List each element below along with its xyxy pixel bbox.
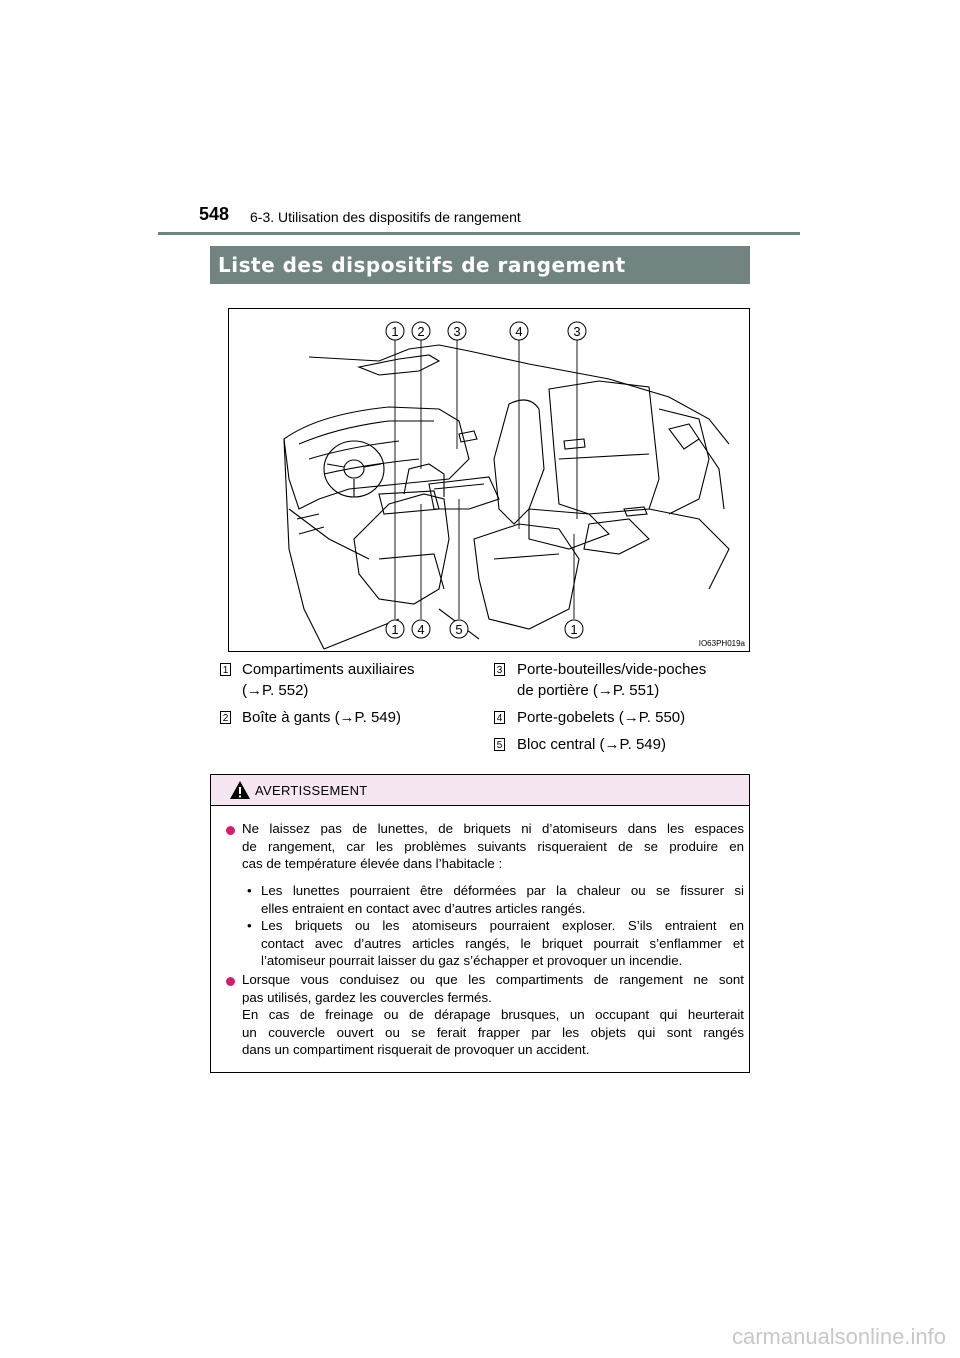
- callout-circle: [568, 322, 586, 340]
- callout-number: 1: [391, 622, 399, 637]
- bullet-icon: [226, 977, 235, 986]
- callout-number: 3: [453, 324, 461, 339]
- legend-number: 2: [220, 711, 231, 724]
- warning-line: Les briquets ou les atomiseurs pourraient exploser. S’ils entraient en: [261, 918, 744, 933]
- warning-line: dans un compartiment risquerait de provoquer un accident.: [242, 1042, 590, 1057]
- warning-title: AVERTISSEMENT: [255, 783, 368, 798]
- header-rule: [158, 232, 800, 235]
- callout-number: 3: [573, 324, 581, 339]
- legend-text: Bloc central (→P. 549): [517, 736, 666, 753]
- callout-number: 4: [417, 622, 425, 637]
- legend-item: [517, 734, 666, 755]
- callout-number: 4: [515, 324, 523, 339]
- page-number: 548: [199, 204, 230, 224]
- legend-number: 4: [494, 711, 505, 724]
- warning-line: pas utilisés, gardez les couvercles fermés.: [242, 989, 492, 1005]
- footer-watermark: carmanualsonline.info: [731, 1324, 946, 1349]
- callouts-top: [386, 322, 586, 340]
- callout-circle: [386, 322, 404, 340]
- warning-line: En cas de freinage ou de dérapage brusques, un occupant qui heurterait: [242, 1007, 744, 1022]
- callout-number: 2: [417, 324, 425, 339]
- page-title: Liste des dispositifs de rangement: [210, 246, 750, 284]
- legend-item: [517, 659, 706, 701]
- legend-item: [242, 659, 415, 701]
- legend-number: 5: [494, 738, 505, 751]
- legend-number: 1: [220, 663, 231, 676]
- warning-line: cas de température élevée dans l’habitacle :: [242, 856, 503, 871]
- callout-circle: [448, 322, 466, 340]
- legend-text: de portière (→P. 551): [517, 682, 660, 699]
- sub-bullet-marker: •: [247, 918, 252, 933]
- legend-item: [517, 707, 685, 728]
- warning-subitem-2: [261, 917, 744, 970]
- legend-text: Compartiments auxiliaires: [242, 661, 415, 678]
- warning-line: un couvercle ouvert ou se ferait frapper par les objets qui sont rangés: [242, 1024, 744, 1040]
- bullet-icon: [226, 826, 235, 835]
- interior-illustration: [228, 308, 750, 652]
- warning-line: Les lunettes pourraient être déformées par la chaleur ou se fissurer si: [261, 883, 744, 898]
- section-label: 6-3. Utilisation des dispositifs de rangement: [250, 209, 521, 225]
- warning-line: contact avec d’autres articles rangés, le briquet pourrait s’enflammer et: [261, 935, 744, 951]
- warning-subitem-1: [261, 882, 744, 917]
- warning-line: l’atomiseur pourrait laisser du gaz s’échapper et provoquer un incendie.: [261, 953, 683, 968]
- warning-box: [210, 774, 750, 1073]
- callout-circle: [386, 620, 404, 638]
- callout-number: 1: [391, 324, 399, 339]
- warning-triangle-icon: [229, 780, 251, 800]
- legend-text: Porte-gobelets (→P. 550): [517, 709, 686, 726]
- warning-line: Ne laissez pas de lunettes, de briquets ni d’atomiseurs dans les espaces: [242, 821, 744, 836]
- sub-bullet-marker: •: [247, 883, 252, 898]
- callout-circle: [412, 620, 430, 638]
- callout-circle: [450, 620, 468, 638]
- legend-text: (→P. 552): [242, 682, 309, 699]
- warning-line: elles entraient en contact avec d’autres articles rangés.: [261, 900, 586, 916]
- legend-text: Porte-bouteilles/vide-poches: [517, 661, 707, 678]
- car-interior-drawing: [229, 309, 750, 652]
- warning-paragraph-2: [242, 971, 744, 1059]
- legend-number: 3: [494, 663, 505, 676]
- callouts-bottom: [386, 620, 583, 638]
- warning-line: Lorsque vous conduisez ou que les compartiments de rangement ne sont: [242, 972, 744, 987]
- callout-number: 1: [570, 622, 578, 637]
- callout-number: 5: [455, 622, 463, 637]
- figure-code: IO63PH019a: [698, 639, 745, 648]
- warning-header: [211, 775, 749, 806]
- callout-circle: [412, 322, 430, 340]
- legend-text: Boîte à gants (→P. 549): [242, 709, 401, 726]
- warning-paragraph-1: [242, 820, 744, 873]
- legend-item: [242, 707, 401, 728]
- warning-line: de rangement, car les problèmes suivants risqueraient de se produire en: [242, 838, 744, 854]
- callout-circle: [565, 620, 583, 638]
- callout-circle: [510, 322, 528, 340]
